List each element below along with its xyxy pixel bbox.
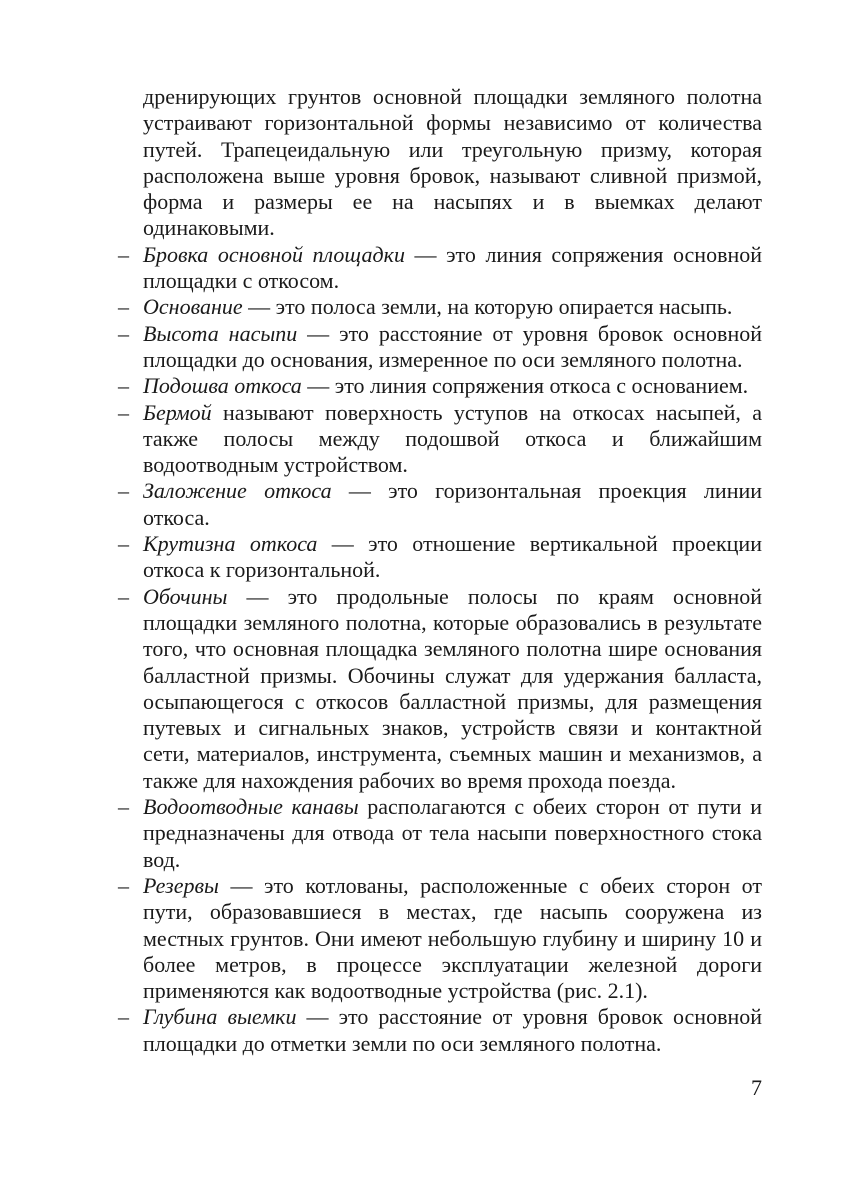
definition-item bbox=[118, 400, 762, 479]
definition-item bbox=[118, 873, 762, 1004]
definition-item bbox=[118, 531, 762, 584]
definition-term: Обочины bbox=[143, 583, 228, 609]
dash-marker: – bbox=[118, 794, 129, 820]
definition-term: Резервы bbox=[143, 872, 219, 898]
definition-item bbox=[118, 478, 762, 531]
definition-item bbox=[118, 794, 762, 873]
definition-text: — это расстояние от уровня бровок основной площадки до основания, измеренное по оси земляного полотна. bbox=[143, 320, 762, 372]
definition-text: — это отношение вертикальной проекции откоса к горизонтальной. bbox=[143, 531, 762, 583]
definition-term: Заложение откоса bbox=[143, 478, 332, 504]
definition-item bbox=[118, 1004, 762, 1057]
definition-term: Высота насыпи bbox=[143, 320, 298, 346]
definition-text: располагаются с обеих сторон от пути и предназначены для отвода от тела насыпи поверхностного стока вод. bbox=[143, 794, 762, 872]
definition-text: называют поверхность уступов на откосах насыпей, а также полосы между подошвой откоса и ближайшим водоотводным устройством. bbox=[143, 399, 762, 478]
definition-term: Глубина выемки bbox=[143, 1004, 297, 1030]
dash-marker: – bbox=[118, 294, 129, 320]
dash-marker: – bbox=[118, 478, 129, 504]
definition-item bbox=[118, 373, 762, 399]
definition-term: Крутизна откоса bbox=[143, 531, 318, 557]
dash-marker: – bbox=[118, 373, 129, 399]
definition-text: — это линия сопряжения откоса с основанием. bbox=[301, 373, 749, 399]
dash-marker: – bbox=[118, 241, 129, 267]
definition-item bbox=[118, 294, 762, 320]
dash-marker: – bbox=[118, 320, 129, 346]
definition-item bbox=[118, 242, 762, 295]
definition-term: Водоотводные канавы bbox=[143, 794, 359, 820]
definition-term: Бермой bbox=[143, 399, 212, 425]
dash-marker: – bbox=[118, 583, 129, 609]
definition-text: — это горизонтальная проекция линии откоса. bbox=[143, 478, 763, 530]
dash-marker: – bbox=[118, 399, 129, 425]
definition-text: — это полоса земли, на которую опирается насыпь. bbox=[242, 294, 733, 320]
definition-text: — это расстояние от уровня бровок основной площадки до отметки земли по оси земляного полотна. bbox=[143, 1004, 763, 1056]
intro-paragraph: дренирующих грунтов основной площадки земляного полотна устраивают горизонтальной формы независимо от количества путей. Трапецеидальную или треугольную призму, которая расположена выше уровня бровок, называют сливной призмой, форма и размеры ее на насыпях и в выемках делают одинаковыми. bbox=[143, 84, 762, 241]
dash-marker: – bbox=[118, 872, 129, 898]
definition-item bbox=[118, 584, 762, 794]
definition-text: — это линия сопряжения основной площадки с откосом. bbox=[143, 241, 762, 294]
dash-marker: – bbox=[118, 1004, 129, 1030]
definition-text: — это котлованы, расположенные с обеих сторон от пути, образовавшиеся в местах, где насыпь сооружена из местных грунтов. Они имеют небольшую глубину и ширину 10 и более метров, в процессе эксплуатации железной дороги применяются как водоотводные устройства (рис. 2.1). bbox=[143, 872, 762, 1004]
page-number: 7 bbox=[751, 1075, 762, 1100]
definition-item bbox=[118, 321, 762, 374]
definition-term: Основание bbox=[143, 294, 243, 320]
page-body bbox=[118, 84, 762, 1057]
definition-text: — это продольные полосы по краям основной площадки земляного полотна, которые образовались в результате того, что основная площадка земляного полотна шире основания балластной призмы. Обочины служат для удержания балласта, осыпающегося с откосов балластной призмы, для размещения путевых и сигнальных знаков, устройств связи и контактной сети, материалов, инструмента, съемных машин и механизмов, а также для нахождения рабочих во время прохода поезда. bbox=[143, 583, 762, 793]
definition-term: Подошва откоса bbox=[143, 373, 302, 399]
definition-term: Бровка основной площадки bbox=[143, 241, 405, 267]
dash-marker: – bbox=[118, 531, 129, 557]
